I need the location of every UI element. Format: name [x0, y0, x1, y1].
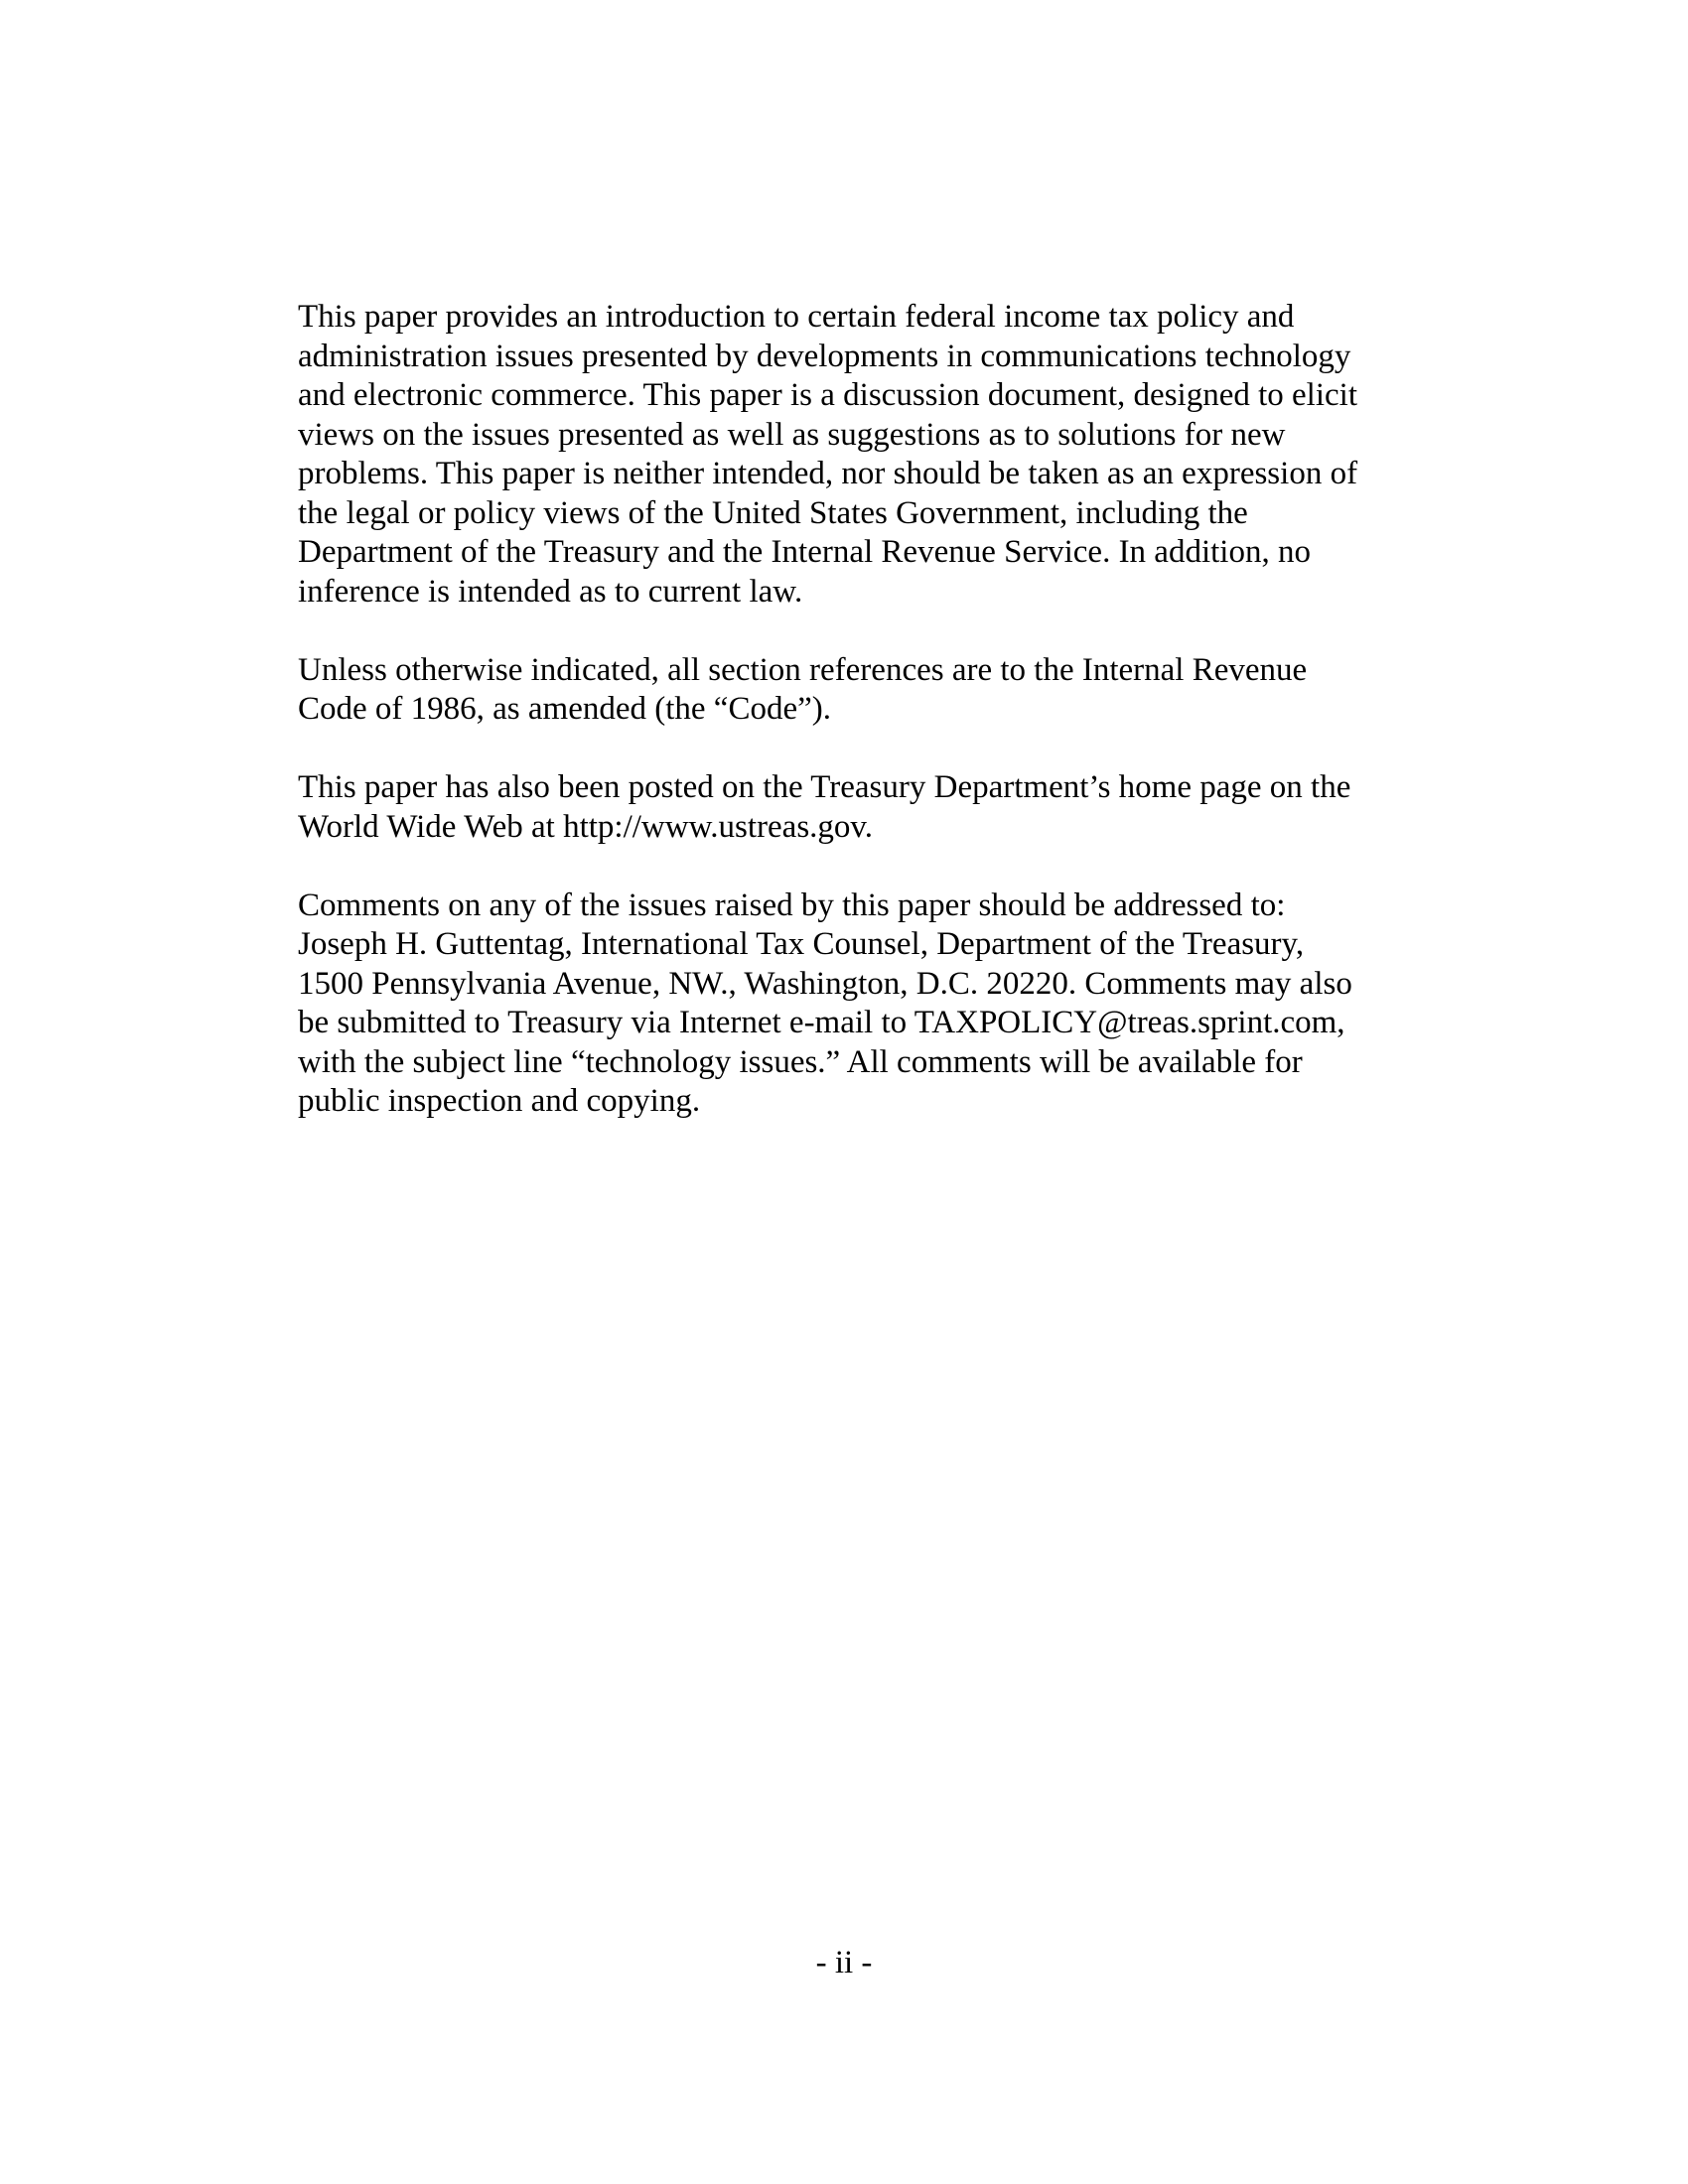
text-line: and electronic commerce. This paper is a discussion document, designed to elicit [298, 377, 1357, 413]
text-line: the legal or policy views of the United States Government, including the [298, 494, 1248, 531]
text-line: Unless otherwise indicated, all section references are to the Internal Revenue [298, 651, 1308, 688]
text-line: views on the issues presented as well as suggestions as to solutions for new [298, 416, 1286, 453]
paragraph-disclaimer [298, 298, 1390, 612]
page-number: - ii - [815, 1945, 873, 1980]
paragraph-web-posting [298, 768, 1390, 847]
text-line: This paper provides an introduction to certain federal income tax policy and [298, 299, 1295, 335]
paragraph-comments [298, 887, 1390, 1122]
text-line: This paper has also been posted on the Treasury Department’s home page on the [298, 769, 1351, 805]
text-line: Joseph H. Guttentag, International Tax Counsel, Department of the Treasury, [298, 926, 1305, 962]
text-line: Code of 1986, as amended (the “Code”). [298, 691, 831, 727]
text-line: public inspection and copying. [298, 1083, 701, 1119]
text-line: 1500 Pennsylvania Avenue, NW., Washington, D.C. 20220. Comments may also [298, 965, 1352, 1002]
text-line: Department of the Treasury and the Internal Revenue Service. In addition, no [298, 534, 1311, 570]
text-line: be submitted to Treasury via Internet e-mail to TAXPOLICY@treas.sprint.com, [298, 1005, 1345, 1040]
text-line: World Wide Web at http://www.ustreas.gov. [298, 808, 874, 845]
paragraph-section-references [298, 651, 1390, 730]
text-line: administration issues presented by developments in communications technology [298, 338, 1351, 374]
text-line: with the subject line “technology issues.” All comments will be available for [298, 1043, 1303, 1080]
text-line: problems. This paper is neither intended, nor should be taken as an expression of [298, 456, 1358, 491]
text-line: Comments on any of the issues raised by this paper should be addressed to: [298, 887, 1286, 923]
document-body [298, 298, 1390, 1160]
text-line: inference is intended as to current law. [298, 573, 803, 610]
